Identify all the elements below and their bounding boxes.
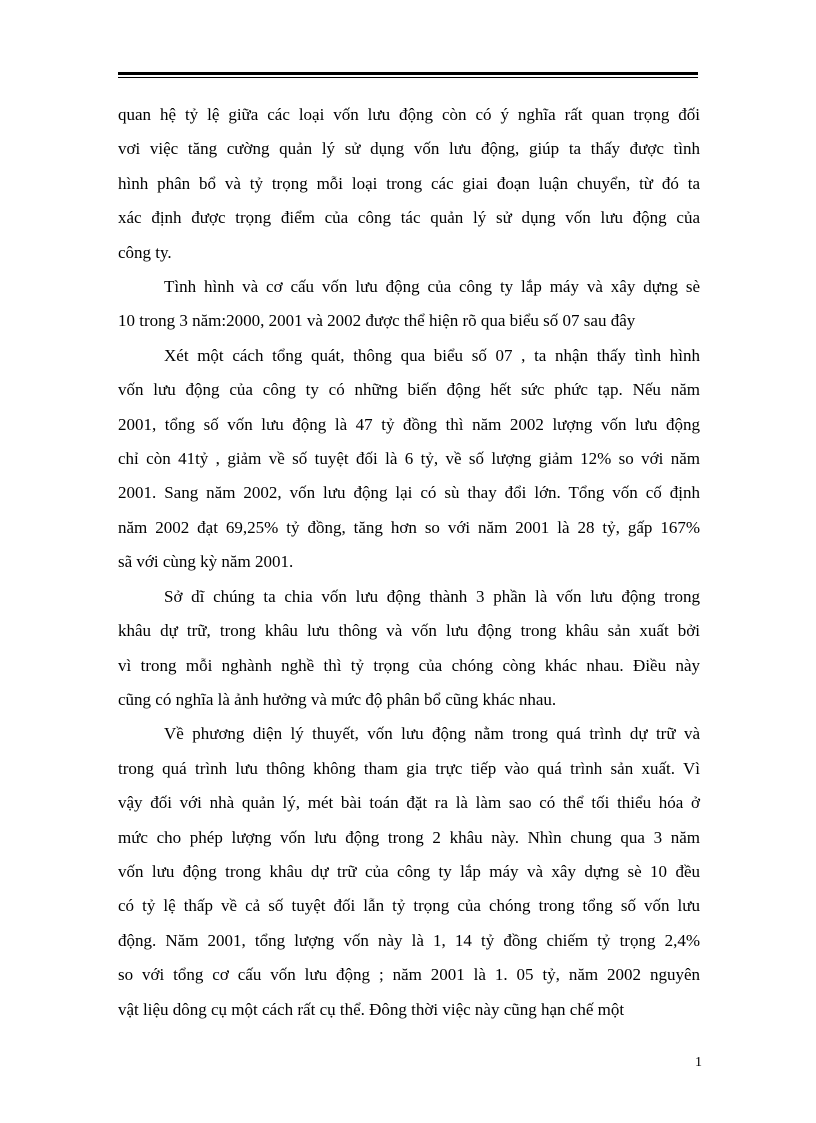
text-line: Xét một cách tổng quát, thông qua biểu số 07 , ta nhận thấy tình hình xyxy=(164,345,700,365)
text-line: Tình hình và cơ cấu vốn lưu động của công ty lắp máy và xây dựng sè xyxy=(164,277,700,297)
text-line: có tỷ lệ thấp về cả số tuyệt đối lẫn tỷ trọng của chóng trong tổng số vốn lưu xyxy=(118,896,700,916)
text-line: vậy đối với nhà quản lý, mét bài toán đặt ra là làm sao có thể tối thiểu hóa ở xyxy=(118,793,700,813)
text-line: động. Năm 2001, tổng lượng vốn này là 1, 14 tỷ đồng chiếm tỷ trọng 2,4% xyxy=(118,930,700,950)
text-line: mức cho phép lượng vốn lưu động trong 2 khâu này. Nhìn chung qua 3 năm xyxy=(118,827,700,847)
text-line: xác định được trọng điểm của công tác quản lý sử dụng vốn lưu động của xyxy=(118,208,700,228)
paragraph-2 xyxy=(118,270,700,339)
paragraph-4 xyxy=(118,580,700,718)
text-line: quan hệ tỷ lệ giữa các loại vốn lưu động còn có ý nghĩa rất quan trọng đối xyxy=(118,105,700,124)
text-line: trong quá trình lưu thông không tham gia trực tiếp vào quá trình sản xuất. Vì xyxy=(118,758,700,778)
paragraph-1 xyxy=(118,98,700,270)
text-line: 10 trong 3 năm:2000, 2001 và 2002 được thể hiện rõ qua biểu số 07 sau đây xyxy=(118,311,636,331)
text-line: so với tổng cơ cấu vốn lưu động ; năm 2001 là 1. 05 tỷ, năm 2002 nguyên xyxy=(118,965,700,985)
document-body xyxy=(118,98,700,1027)
text-line: Về phương diện lý thuyết, vốn lưu động nằm trong quá trình dự trữ và xyxy=(164,724,700,744)
text-line: vì trong mỗi nghành nghề thì tỷ trọng của chóng còng khác nhau. Điều này xyxy=(118,655,700,675)
text-line: công ty. xyxy=(118,242,172,262)
text-line: vật liệu dông cụ một cách rất cụ thể. Đông thời việc này cũng hạn chế một xyxy=(118,999,625,1019)
text-line: năm 2002 đạt 69,25% tỷ đồng, tăng hơn so với năm 2001 là 28 tỷ, gấp 167% xyxy=(118,517,700,537)
text-line: vơi việc tăng cường quản lý sử dụng vốn lưu động, giúp ta thấy được tình xyxy=(118,139,700,159)
page-number: 1 xyxy=(695,1055,702,1070)
text-line: chỉ còn 41tỷ , giảm về số tuyệt đối là 6 tỷ, về số lượng giảm 12% so với năm xyxy=(118,449,700,469)
text-line: vốn lưu động của công ty có những biến động hết sức phức tạp. Nếu năm xyxy=(118,380,700,400)
paragraph-5 xyxy=(118,717,700,1027)
text-line: sã với cùng kỳ năm 2001. xyxy=(118,552,294,572)
text-line: vốn lưu động trong khâu dự trữ của công ty lắp máy và xây dựng sè 10 đều xyxy=(118,861,700,881)
header-rule xyxy=(118,72,698,78)
text-line: khâu dự trữ, trong khâu lưu thông và vốn lưu động trong khâu sản xuất bởi xyxy=(118,621,700,641)
text-line: hình phân bổ và tỷ trọng mỗi loại trong các giai đoạn luận chuyển, từ đó ta xyxy=(118,173,700,193)
text-line: 2001. Sang năm 2002, vốn lưu động lại có sù thay đổi lớn. Tổng vốn cố định xyxy=(118,483,700,503)
paragraph-3 xyxy=(118,339,700,580)
text-line: 2001, tổng số vốn lưu động là 47 tỷ đồng thì năm 2002 lượng vốn lưu động xyxy=(118,414,700,434)
text-line: Sở dĩ chúng ta chia vốn lưu động thành 3 phần là vốn lưu động trong xyxy=(164,586,700,606)
text-line: cũng có nghĩa là ảnh hưởng và mức độ phân bổ cũng khác nhau. xyxy=(118,689,557,709)
